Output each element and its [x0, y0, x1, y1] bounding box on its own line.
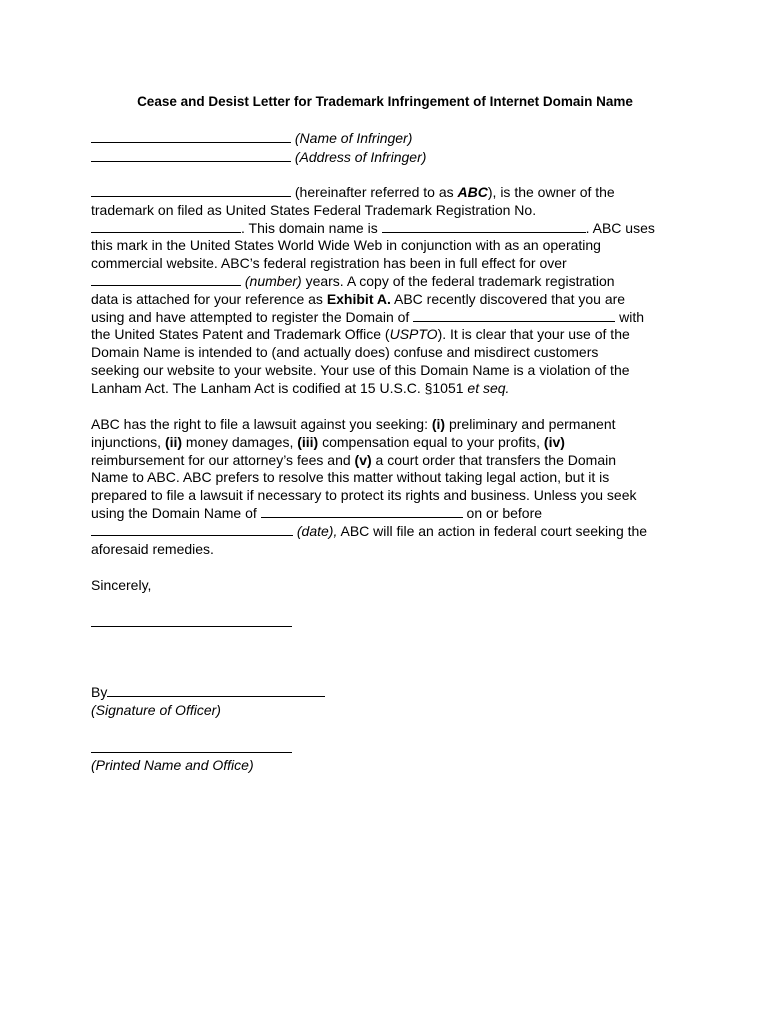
- p1-text: ), is the owner of the: [487, 184, 615, 200]
- signature-line[interactable]: [91, 626, 292, 627]
- printed-name-line[interactable]: [91, 752, 292, 753]
- infringer-name-blank[interactable]: [91, 130, 291, 143]
- officer-signature-blank[interactable]: [107, 684, 325, 697]
- et-seq-term: et seq.: [467, 379, 510, 396]
- paragraph-remedies: [91, 416, 691, 558]
- address-block: [91, 130, 691, 167]
- p2-text: using the Domain Name of: [91, 504, 261, 521]
- infringer-address-line: [91, 149, 691, 167]
- remedy-marker: (v): [354, 451, 372, 468]
- infringer-address-blank[interactable]: [91, 149, 291, 162]
- p2-line: aforesaid remedies.: [91, 540, 214, 557]
- p2-text: ABC has the right to file a lawsuit against you seeking:: [91, 416, 432, 432]
- p2-text: injunctions,: [91, 433, 165, 450]
- printed-name-label: (Printed Name and Office): [91, 757, 254, 773]
- remedy-marker: (iv): [543, 433, 565, 450]
- p1-text: . ABC uses: [585, 219, 655, 236]
- number-label: (number): [244, 272, 302, 289]
- p1-text: ABC recently discovered that you are: [390, 290, 626, 307]
- p1-line: trademark on filed as United States Federal Trademark Registration No.: [91, 201, 537, 218]
- remedy-marker: (ii): [164, 433, 183, 450]
- p1-line: seeking our website to your website. Your use of this Domain Name is a violation of the: [91, 361, 630, 378]
- p1-text: years. A copy of the federal trademark registration: [301, 272, 615, 289]
- p1-text: data is attached for your reference as: [91, 290, 327, 307]
- p1-text: with: [615, 308, 644, 325]
- p2-text: money damages,: [182, 433, 298, 450]
- sincerely-text: Sincerely,: [91, 577, 152, 593]
- date-label: (date),: [293, 522, 338, 539]
- exhibit-a-term: Exhibit A.: [326, 290, 391, 307]
- p2-text: preliminary and permanent: [445, 416, 616, 432]
- p1-line: Domain Name is intended to (and actually does) confuse and misdirect customers: [91, 344, 599, 361]
- remedy-marker: (i): [431, 416, 446, 432]
- uspto-term: USPTO: [389, 326, 438, 343]
- p1-text: ). It is clear that your use of the: [437, 326, 630, 343]
- domain-name-blank[interactable]: [382, 220, 586, 233]
- p1-text: the United States Patent and Trademark Office (: [91, 326, 390, 343]
- p2-line: prepared to file a lawsuit if necessary to protect its rights and business. Unless you seek: [91, 487, 637, 504]
- p2-text: reimbursement for our attorney’s fees and: [91, 451, 355, 468]
- deadline-date-blank[interactable]: [91, 523, 293, 536]
- p2-text: compensation equal to your profits,: [318, 433, 544, 450]
- registration-number-blank[interactable]: [91, 220, 241, 233]
- years-number-blank[interactable]: [91, 273, 241, 286]
- infringer-name-label: (Name of Infringer): [294, 130, 413, 146]
- by-label: By: [91, 684, 108, 700]
- infringer-address-label: (Address of Infringer): [294, 148, 427, 165]
- letter-title: Cease and Desist Letter for Trademark Infringement of Internet Domain Name: [137, 94, 633, 109]
- infringer-name-line: [91, 130, 691, 148]
- paragraph-ownership: [91, 184, 691, 398]
- signature-of-officer-label: (Signature of Officer): [91, 701, 221, 718]
- p1-line: commercial website. ABC’s federal registration has been in full effect for over: [91, 255, 567, 272]
- p2-text: a court order that transfers the Domain: [371, 451, 617, 468]
- registered-domain-blank[interactable]: [413, 309, 615, 322]
- owner-name-blank[interactable]: [91, 184, 291, 197]
- infringing-domain-blank[interactable]: [261, 505, 463, 518]
- p2-text: on or before: [462, 504, 543, 521]
- p1-line: this mark in the United States World Wide Web in conjunction with as an operating: [91, 237, 601, 254]
- p1-text: (hereinafter referred to as: [294, 184, 458, 200]
- p2-line: Name to ABC. ABC prefers to resolve this matter without taking legal action, but it is: [91, 469, 610, 486]
- p1-text: using and have attempted to register the Domain of: [91, 308, 414, 325]
- p2-text: ABC will file an action in federal court seeking the: [337, 522, 648, 539]
- abc-term: ABC: [457, 184, 488, 200]
- by-line: [91, 684, 691, 720]
- p1-text: Lanham Act. The Lanham Act is codified at 15 U.S.C. §1051: [91, 379, 468, 396]
- p1-text: . This domain name is: [241, 219, 382, 236]
- remedy-marker: (iii): [297, 433, 319, 450]
